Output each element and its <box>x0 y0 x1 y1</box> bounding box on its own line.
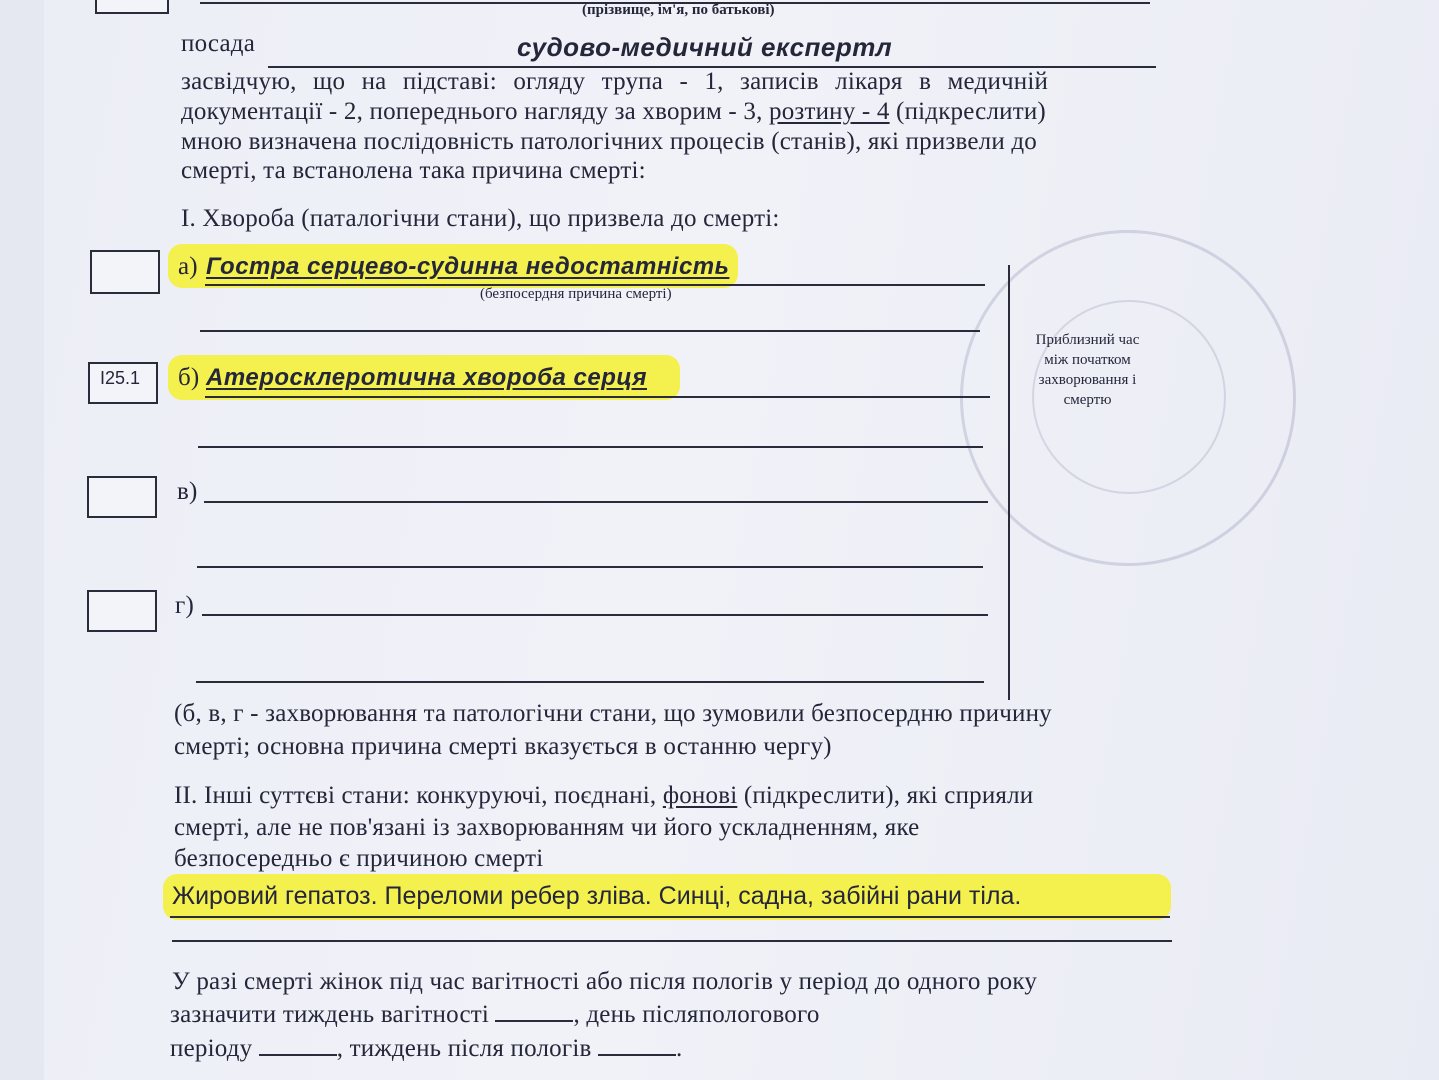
week-after-birth-label: , тиждень після пологів <box>336 1035 592 1062</box>
section2-line-2: смерті, але не пов'язані із захворюванням чи його ускладненням, яке <box>174 814 920 841</box>
attest-line-2 <box>181 98 1046 126</box>
section2-value: Жировий гепатоз. Переломи ребер зліва. Синці, садна, забійні рани тіла. <box>172 882 1022 910</box>
code-box-c <box>87 476 157 518</box>
cause-a-caption: (безпосердня причина смерті) <box>480 286 672 302</box>
top-corner-box <box>95 0 169 14</box>
attest-line-4: смерті, та встанолена така причина смерті: <box>181 157 646 184</box>
cause-b-line <box>205 396 990 398</box>
section2-line <box>170 916 1170 918</box>
attest-after: (підкреслити) <box>896 98 1046 125</box>
section2-line-1-before: ІІ. Інші суттєві стани: конкуруючі, поєднані, <box>174 782 657 809</box>
code-box-a <box>90 250 160 294</box>
time-column-divider <box>1008 265 1010 700</box>
cause-c-letter: в) <box>177 478 198 505</box>
cause-b-line-2 <box>198 446 983 448</box>
final-period: . <box>675 1035 683 1062</box>
attest-line-2-text: документації - 2, попереднього нагляду за хворим - 3, <box>181 98 763 125</box>
pregnancy-line-2 <box>170 1001 820 1029</box>
section1-title: І. Хвороба (паталогічни стани), що призвела до смерті: <box>181 205 780 232</box>
cause-a-value: Гостра серцево-судинна недостатність <box>206 253 730 280</box>
cause-d-line-2 <box>196 681 984 683</box>
section2-line-3: безпосередньо є причиною смерті <box>174 845 544 872</box>
cause-d-letter: г) <box>175 592 194 619</box>
cause-c-line-2 <box>197 566 983 568</box>
pregnancy-week-label: зазначити тиждень вагітності <box>170 1001 490 1028</box>
section2-underlined: фонові <box>662 782 738 809</box>
header-caption: (прізвище, ім'я, по батькові) <box>582 2 775 18</box>
attest-line-1: засвідчую, що на підставі: огляду трупа - 1, записів лікаря в медичній <box>181 68 1049 95</box>
pregnancy-line-3 <box>170 1035 682 1063</box>
position-label: посада <box>181 30 256 57</box>
attest-line-3: мною визначена послідовність патологічних процесів (станів), які призвели до <box>181 128 1037 155</box>
week-after-birth-blank <box>598 1054 676 1056</box>
period-label: періоду <box>170 1035 253 1062</box>
cause-b-code: I25.1 <box>100 368 141 388</box>
period-blank <box>259 1054 337 1056</box>
note-line-1: (б, в, г - захворювання та патологічни стани, що зумовили безпосердню причину <box>174 700 1052 727</box>
cause-b-value: Атеросклеротична хвороба серця <box>206 364 648 391</box>
cause-d-line <box>202 614 988 616</box>
pregnancy-week-blank <box>495 1020 573 1022</box>
cause-b-letter: б) <box>178 364 200 391</box>
time-column-caption: Приблизний час між початком захворювання і смертю <box>1035 332 1140 408</box>
cause-a-line-2 <box>200 330 980 332</box>
note-line-2: смерті; основна причина смерті вказується в останню чергу) <box>174 733 832 760</box>
cause-c-line <box>204 501 988 503</box>
cause-a-letter: а) <box>178 253 198 280</box>
code-box-d <box>87 590 157 632</box>
attest-underlined: розтину - 4 <box>769 98 890 125</box>
position-value: судово-медичний експертл <box>517 32 893 62</box>
section2-line-2 <box>172 940 1172 942</box>
postpartum-day-label: , день післяпологового <box>573 1001 820 1028</box>
section2-line-1 <box>174 782 1033 810</box>
section2-line-1-after: (підкреслити), які сприяли <box>743 782 1034 809</box>
pregnancy-line-1: У разі смерті жінок під час вагітності або після пологів у період до одного року <box>172 968 1038 995</box>
